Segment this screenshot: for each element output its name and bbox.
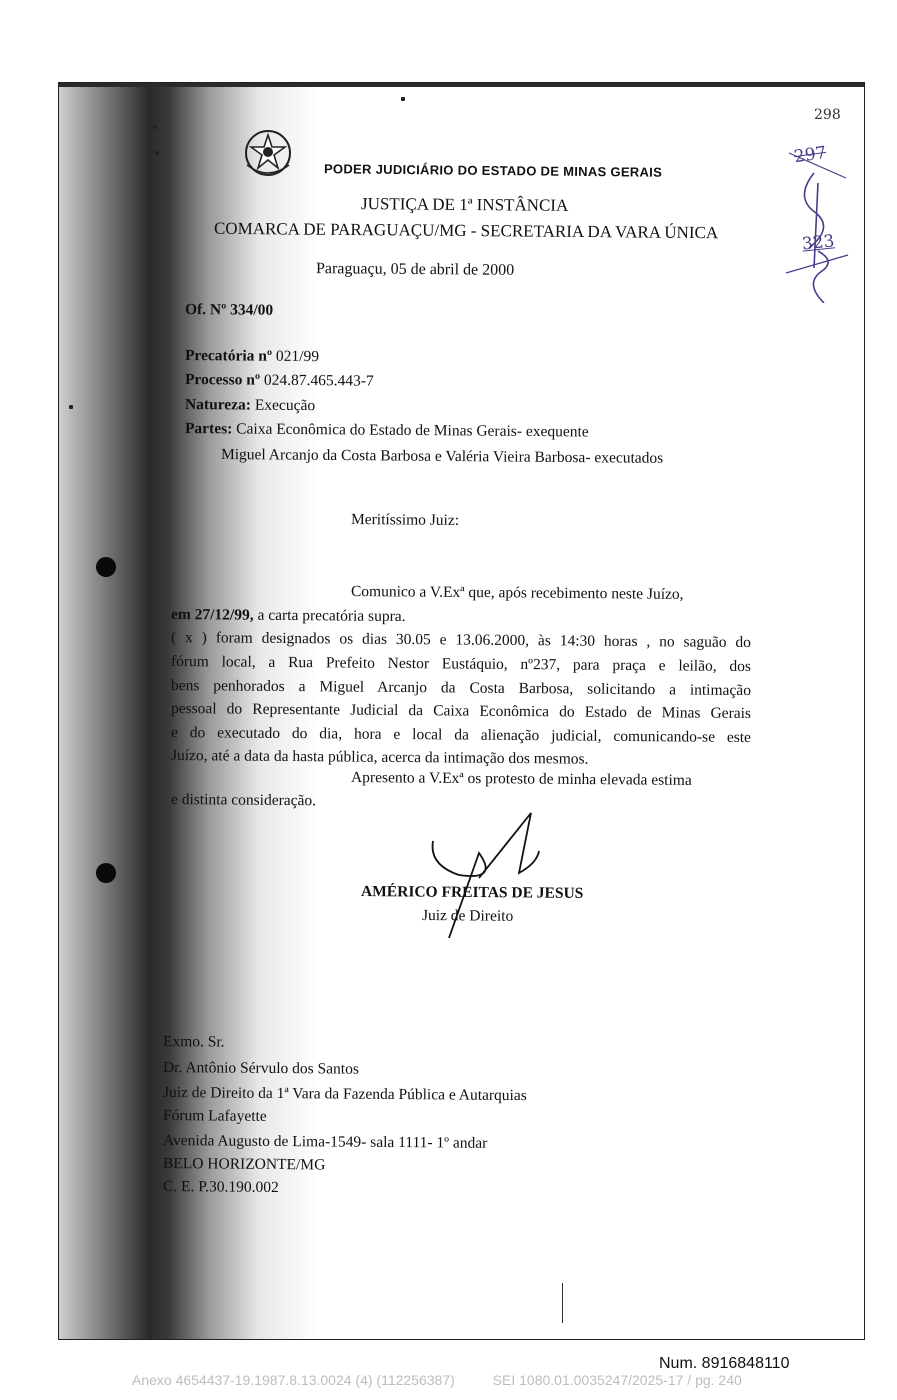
signatory-title: Juiz de Direito [421,907,514,925]
partes-label: Partes: [184,420,233,438]
processo-line [185,371,374,391]
closing-line1: Apresento a V.Exª os protesto de minha elevada estima [350,769,692,789]
processo-label: Processo nº [184,371,261,389]
coat-of-arms-seal-icon [239,127,297,179]
place-date: Paraguaçu, 05 de abril de 2000 [315,260,515,279]
natureza-line [185,396,315,415]
processo-value: 024.87.465.443-7 [263,371,374,390]
comarca-heading: COMARCA DE PARAGUAÇU/MG - SECRETARIA DA VARA ÚNICA [213,218,719,243]
partes-exequente: Caixa Econômica do Estado de Minas Gerais- exequente [236,420,589,441]
natureza-value: Execução [254,396,316,415]
oficio-number: Of. Nº 334/00 [184,301,274,319]
precatoria-value: 021/99 [275,347,320,366]
paragraph2-line: bens penhorados a Miguel Arcanjo da Costa Barbosa, solicitando a intimação [170,677,752,700]
court-name: PODER JUDICIÁRIO DO ESTADO DE MINAS GERAIS [323,161,663,180]
precatoria-line [185,347,319,366]
receipt-date: em 27/12/99, [170,606,254,624]
partes-line [185,420,589,442]
instance-heading: JUSTIÇA DE 1ª INSTÂNCIA [360,194,569,215]
scan-line-mark [562,1283,563,1323]
closing-line2: e distinta consideração. [170,791,317,810]
margin-scribble-icon [784,143,854,303]
paragraph2-line: e do executado do dia, hora e local da alienação judicial, comunicando-se este [170,724,752,747]
paragraph1-line1: Comunico a V.Exª que, após recebimento neste Juízo, [350,583,684,603]
folio-stamp-1: 297 [792,142,828,168]
annex-reference: Anexo 4654437-19.1987.8.13.0024 (4) (112256387) [132,1372,455,1388]
punch-hole-top [96,557,116,577]
salutation: Meritíssimo Juiz: [350,511,460,529]
paragraph2-line: pessoal do Representante Judicial da Caixa Econômica do Estado de Minas Gerais [170,700,752,723]
scanned-page [58,82,865,1340]
recipient-line: Exmo. Sr. [162,1033,225,1051]
scan-top-border [59,83,864,87]
scan-speck [155,151,159,155]
folio-number-top: 298 [814,107,841,123]
natureza-label: Natureza: [184,396,252,414]
scan-speck [69,405,73,409]
recipient-line: Fórum Lafayette [162,1107,267,1125]
scan-speck [401,97,405,101]
paragraph2-line: Juízo, até a data da hasta pública, acerca da intimação dos mesmos. [170,747,589,768]
recipient-line: C. E. P.30.190.002 [162,1178,279,1197]
punch-hole-bottom [96,863,116,883]
recipient-line: BELO HORIZONTE/MG [162,1155,326,1174]
precatoria-label: Precatória nº [184,347,273,365]
paragraph2-line: ( x ) foram designados os dias 30.05 e 13.06.2000, às 14:30 horas , no saguão do [170,629,752,652]
footer-reference [132,1372,776,1388]
sei-reference: SEI 1080.01.0035247/2025-17 / pg. 240 [492,1372,742,1388]
recipient-line: Dr. Antônio Sérvulo dos Santos [162,1059,359,1078]
paragraph2-line: fórum local, a Rua Prefeito Nestor Eustáquio, nº237, para praça e leilão, dos [170,653,752,676]
recipient-line: Juiz de Direito da 1ª Vara da Fazenda Pública e Autarquias [162,1084,527,1105]
partes-executados: Miguel Arcanjo da Costa Barbosa e Valéria Vieira Barbosa- executados [220,446,664,467]
document-number: Num. 8916848110 [659,1355,790,1372]
paragraph1-line2 [171,606,406,626]
paragraph1-tail: a carta precatória supra. [257,606,406,626]
signatory-name: AMÉRICO FREITAS DE JESUS [360,883,584,902]
folio-stamp-2: 323 [801,231,836,255]
scan-speck [153,125,157,129]
recipient-line: Avenida Augusto de Lima-1549- sala 1111- 1º andar [162,1132,488,1152]
